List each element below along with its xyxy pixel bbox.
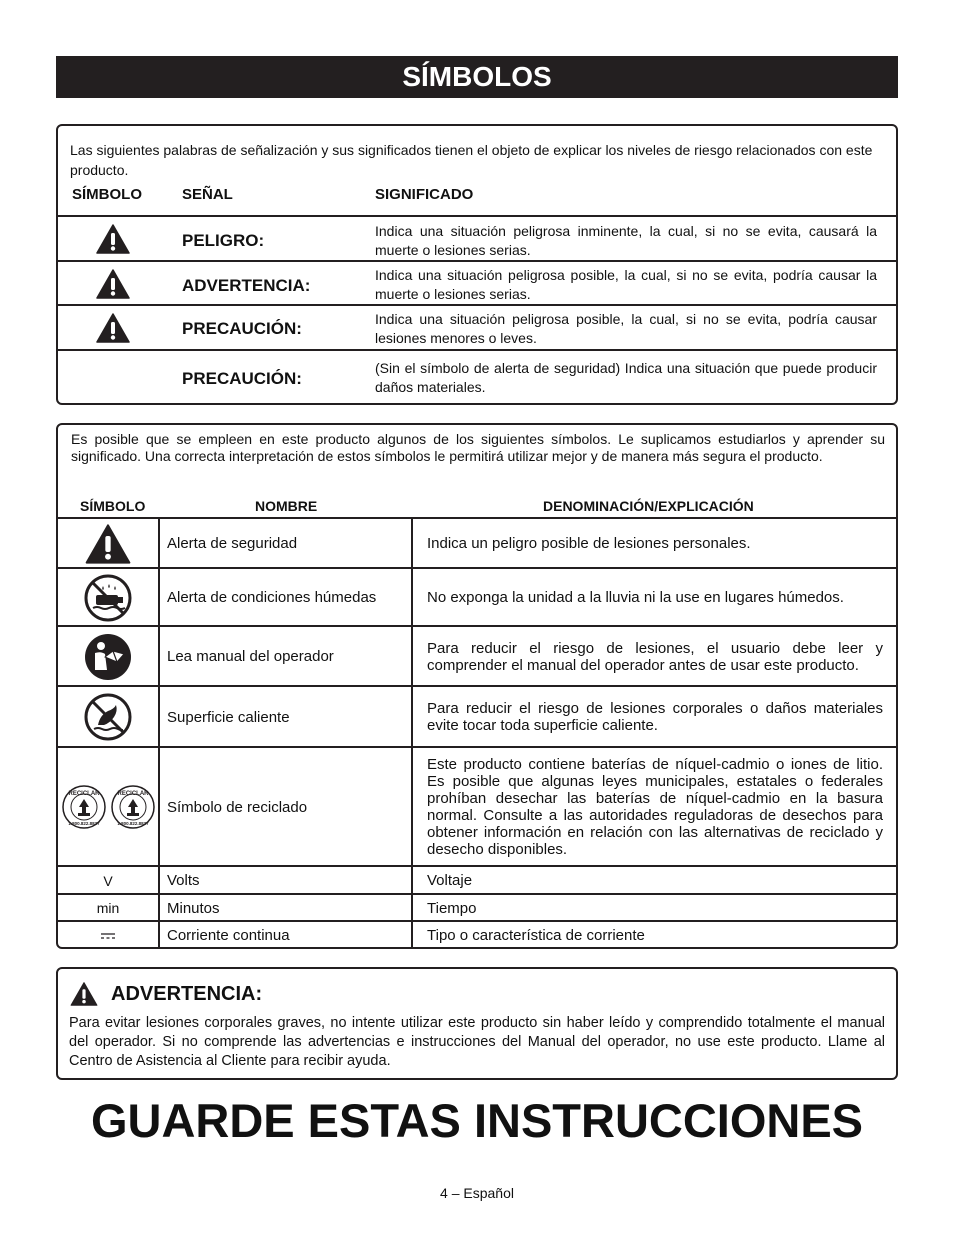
symbol-cell — [58, 569, 160, 626]
symbol-name: Superficie caliente — [160, 687, 413, 747]
table-row — [58, 517, 896, 568]
symbol-name: Volts — [160, 867, 413, 894]
symbol-name: Lea manual del operador — [160, 627, 413, 686]
hot-surface-icon — [84, 693, 132, 741]
recycle-seal-icon — [61, 784, 107, 830]
signal-words-box — [56, 124, 898, 405]
signal-row-precaucion — [58, 304, 896, 350]
table-row — [58, 920, 896, 949]
signal-word: PRECAUCIÓN: — [182, 319, 302, 338]
table-row — [58, 685, 896, 747]
direct-current-icon — [100, 932, 116, 940]
symbol-cell — [58, 922, 160, 949]
safety-alert-icon — [96, 224, 130, 254]
warning-title: ADVERTENCIA: — [111, 982, 263, 1005]
symbol-desc: No exponga la unidad a la lluvia ni la use en lugares húmedos. — [427, 589, 844, 606]
page-title: SÍMBOLOS — [56, 56, 898, 98]
symbol-desc: Tiempo — [427, 899, 477, 917]
header-explanation: DENOMINACIÓN/EXPLICACIÓN — [543, 498, 754, 514]
table-row — [58, 567, 896, 626]
symbol-name: Símbolo de reciclado — [160, 748, 413, 866]
symbol-name: Minutos — [160, 895, 413, 921]
safety-alert-icon — [85, 524, 131, 564]
signal-word: PRECAUCIÓN: — [182, 369, 302, 388]
signal-desc: Indica una situación peligrosa inminente, la cual, si no se evita, causará la muerte o lesiones serias. — [375, 223, 877, 258]
symbol-name: Corriente continua — [160, 922, 413, 949]
symbol-cell — [58, 687, 160, 747]
symbols-box — [56, 423, 898, 949]
table-row — [58, 746, 896, 866]
safety-alert-icon — [96, 269, 130, 299]
symbol-desc: Para reducir el riesgo de lesiones corporales o daños materiales evite tocar toda superficie caliente. — [427, 700, 883, 734]
symbols-intro: Es posible que se empleen en este producto algunos de los siguientes símbolos. Le suplicamos estudiarlos y aprender su significado. Una correcta interpretación de estos símbolos le permitirá utilizar mejor y de manera más segura el producto. — [71, 431, 885, 464]
svg-text:1.800.822.8837: 1.800.822.8837 — [116, 821, 149, 826]
safety-alert-icon — [96, 313, 130, 343]
read-manual-icon — [84, 633, 132, 681]
svg-text:RECICLAR: RECICLAR — [68, 791, 99, 797]
signal-row-advertencia — [58, 260, 896, 305]
svg-text:RECICLAR: RECICLAR — [117, 791, 148, 797]
table-row — [58, 865, 896, 894]
symbol-desc: Este producto contiene baterías de níquel-cadmio o iones de litio. Es posible que algunas leyes municipales, estatales o federales prohíban desechar las baterías de níquel-cadmio en la basura normal. Consulte a las autoridades reguladoras de desechos para obtener información en relación con las alternativas de reciclado y desecho disponibles. — [427, 756, 883, 858]
symbol-cell — [58, 748, 160, 866]
signal-desc: Indica una situación peligrosa posible, la cual, si no se evita, podría causar la muerte o lesiones serias. — [375, 267, 877, 302]
signal-desc: Indica una situación peligrosa posible, la cual, si no se evita, podría causar lesiones menores o leves. — [375, 311, 877, 346]
signal-intro: Las siguientes palabras de señalización y sus significados tienen el objeto de explicar los niveles de riesgo relacionados con este producto. — [70, 142, 873, 178]
signal-word: PELIGRO: — [182, 231, 265, 250]
table-row — [58, 625, 896, 686]
symbol-text: min — [58, 895, 160, 921]
warning-text: Para evitar lesiones corporales graves, no intente utilizar este producto sin haber leído y comprendido totalmente el manual del operador. Si no comprende las advertencias e instrucciones del Manual del operador, no use este producto. Llame al Centro de Asistencia al Cliente para recibir ayuda. — [69, 1015, 885, 1069]
header-meaning: SIGNIFICADO — [375, 186, 474, 203]
symbol-text: V — [58, 867, 160, 894]
recycle-seal-icon — [110, 784, 156, 830]
symbol-name: Alerta de condiciones húmedas — [160, 569, 413, 626]
safety-alert-icon — [70, 982, 98, 1006]
table-row — [58, 893, 896, 921]
symbol-name: Alerta de seguridad — [160, 519, 413, 568]
signal-row-peligro — [58, 215, 896, 261]
symbol-desc: Indica un peligro posible de lesiones personales. — [427, 535, 751, 552]
save-instructions-title: GUARDE ESTAS INSTRUCCIONES — [90, 1094, 864, 1147]
header-signal: SEÑAL — [182, 186, 233, 203]
header-symbol: SÍMBOLO — [80, 498, 146, 514]
header-name: NOMBRE — [255, 498, 318, 514]
signal-word: ADVERTENCIA: — [182, 276, 311, 295]
symbol-cell — [58, 627, 160, 686]
signal-desc: (Sin el símbolo de alerta de seguridad) Indica una situación que puede producir daños materiales. — [375, 360, 877, 395]
warning-heading — [70, 982, 262, 1006]
wet-conditions-icon — [84, 574, 132, 622]
symbol-desc: Voltaje — [427, 872, 473, 889]
warning-box — [56, 967, 898, 1080]
page-footer: 4 – Español — [440, 1185, 514, 1201]
svg-text:1.800.822.8837: 1.800.822.8837 — [67, 821, 100, 826]
symbol-desc: Tipo o característica de corriente — [427, 927, 645, 944]
symbol-desc: Para reducir el riesgo de lesiones, el usuario debe leer y comprender el manual del operador antes de usar este producto. — [427, 639, 883, 674]
signal-row-precaucion-material — [58, 349, 896, 405]
header-symbol: SÍMBOLO — [72, 186, 142, 203]
symbol-cell — [58, 519, 160, 568]
